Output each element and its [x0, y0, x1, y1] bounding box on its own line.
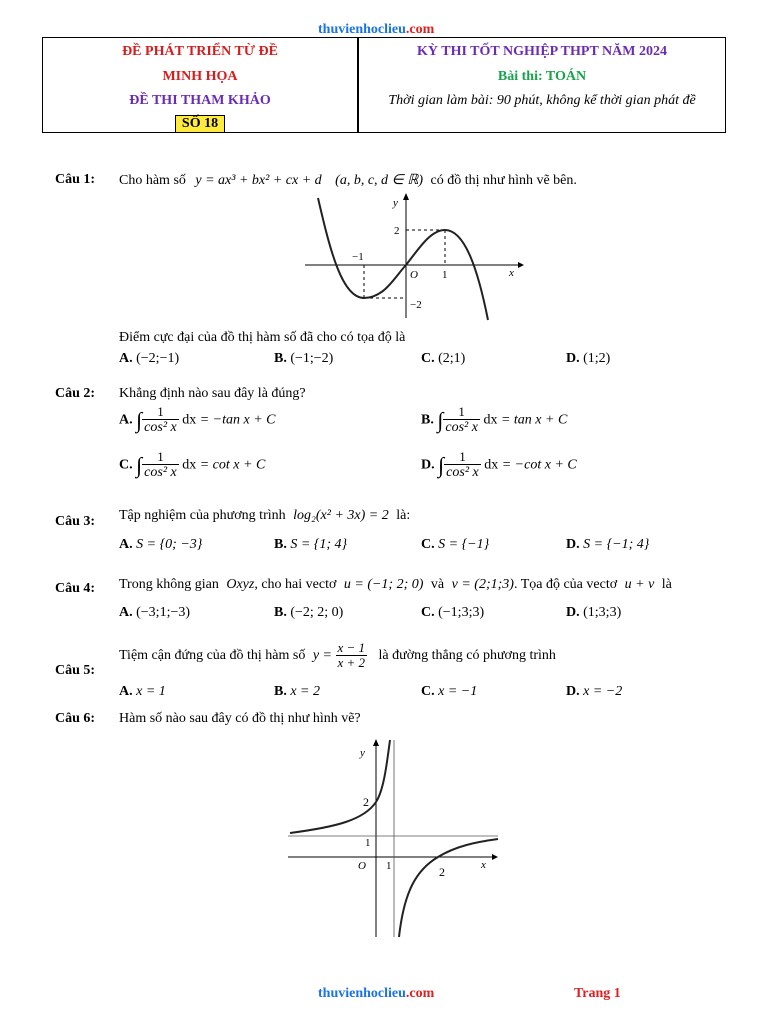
q2-d-fraction [444, 450, 481, 481]
q1-graph [300, 190, 525, 322]
site-name: thuvienhoclieu [318, 22, 406, 37]
q3-formula: log₂(x² + 3x) = 2 [293, 508, 389, 523]
q4-mid2: . Tọa độ của vectơ [513, 577, 618, 592]
q1-x-label: x [509, 267, 514, 279]
question-4-text [119, 577, 672, 593]
q2-a-fraction [142, 405, 179, 436]
q1-tick-y-pos: 2 [394, 225, 400, 237]
q5-option-a-value: x = 1 [136, 684, 166, 699]
integral-sign: ∫ [136, 452, 143, 478]
q1-tick-y-neg: −2 [410, 299, 422, 311]
q1-option-c-value: (2;1) [438, 351, 466, 366]
q4-space: Oxyz [226, 577, 255, 592]
question-5-label: Câu 5: [55, 663, 96, 678]
q6-x-label: x [481, 859, 486, 871]
dx: dx [483, 412, 498, 428]
q4-post: là [661, 577, 672, 592]
q6-x-arrow [492, 854, 498, 860]
q6-left-branch [290, 740, 390, 833]
page-number: Trang 1 [574, 986, 621, 1001]
dx: dx [182, 457, 197, 473]
fraction-denominator: cos² x [144, 465, 177, 481]
q2-option-c-letter: C. [119, 457, 133, 473]
q2-c-fraction [142, 450, 179, 481]
q3-option-c[interactable] [421, 537, 489, 553]
q2-option-b[interactable] [421, 405, 567, 436]
q1-origin: O [410, 269, 418, 281]
fraction-numerator: 1 [443, 405, 480, 420]
q4-and: và [430, 577, 445, 592]
q3-option-d[interactable] [566, 537, 649, 553]
question-6-label: Câu 6: [55, 711, 96, 726]
header-subject: Bài thi: TOÁN [497, 69, 587, 84]
q5-option-d-value: x = −2 [583, 684, 623, 699]
q1-tick-x-neg: −1 [352, 251, 364, 263]
q4-vector-u: u = (−1; 2; 0) [343, 577, 424, 592]
q4-option-a-value: (−3;1;−3) [136, 605, 191, 620]
q3-option-a-value: S = {0; −3} [136, 537, 203, 552]
q4-option-d[interactable] [566, 605, 621, 621]
q1-question: Điểm cực đại của đồ thị hàm số đã cho có tọa độ là [119, 330, 406, 345]
q1-option-a-letter: A. [119, 351, 133, 366]
q3-post: là: [396, 508, 411, 523]
q1-option-d-value: (1;2) [583, 351, 611, 366]
q3-option-a[interactable] [119, 537, 202, 553]
header-left-line1: ĐỀ PHÁT TRIỂN TỪ ĐỀ [122, 44, 278, 59]
question-3-text [119, 508, 410, 524]
question-5-text [119, 641, 556, 671]
q4-option-a-letter: A. [119, 605, 133, 620]
fraction-numerator: x − 1 [337, 640, 366, 655]
question-3-label: Câu 3: [55, 514, 96, 529]
q3-pre: Tập nghiệm của phương trình [119, 508, 286, 523]
q2-option-d[interactable] [421, 450, 577, 481]
q5-y-eq: y = [312, 647, 332, 663]
q1-option-b-letter: B. [274, 351, 287, 366]
q2-option-a[interactable] [119, 405, 276, 436]
q6-graph [286, 732, 506, 942]
q1-option-a-value: (−2;−1) [136, 351, 180, 366]
fraction-denominator: cos² x [446, 465, 479, 481]
q1-pre: Cho hàm số [119, 173, 186, 188]
fraction-numerator: 1 [142, 405, 179, 420]
integral-sign: ∫ [136, 407, 143, 433]
q1-option-c-letter: C. [421, 351, 435, 366]
q6-tick-x1: 1 [386, 860, 392, 872]
q1-x-arrow [518, 262, 524, 268]
q2-b-fraction [443, 405, 480, 436]
q3-option-b-letter: B. [274, 537, 287, 552]
q2-option-d-letter: D. [421, 457, 435, 473]
q1-tick-x-pos: 1 [442, 269, 448, 281]
q3-option-b[interactable] [274, 537, 347, 553]
q4-option-c-value: (−1;3;3) [438, 605, 485, 620]
q1-option-d[interactable] [566, 351, 610, 367]
exam-number-badge: SỐ 18 [175, 115, 225, 133]
q4-option-d-letter: D. [566, 605, 580, 620]
q2-option-c[interactable] [119, 450, 265, 481]
header-left-line3: ĐỀ THI THAM KHẢO [129, 93, 271, 108]
q4-option-c-letter: C. [421, 605, 435, 620]
q1-condition: (a, b, c, d ∈ ℝ) [335, 173, 423, 188]
fraction-denominator: cos² x [445, 420, 478, 436]
q5-post: là đường thẳng có phương trình [378, 647, 556, 663]
q4-option-c[interactable] [421, 605, 484, 621]
fraction-numerator: 1 [142, 450, 179, 465]
q5-option-b-letter: B. [274, 684, 287, 699]
q1-option-c[interactable] [421, 351, 465, 367]
dx: dx [484, 457, 499, 473]
q5-option-d[interactable] [566, 684, 622, 700]
q6-tick-y1: 1 [365, 837, 371, 849]
q2-option-b-rhs: = tan x + C [500, 412, 568, 428]
q4-option-a[interactable] [119, 605, 190, 621]
integral-sign: ∫ [438, 452, 445, 478]
q4-option-b-letter: B. [274, 605, 287, 620]
q1-option-b-value: (−1;−2) [290, 351, 334, 366]
q6-y-label: y [360, 747, 365, 759]
q4-sum: u + v [624, 577, 655, 592]
fraction-denominator: x + 2 [337, 655, 366, 671]
q3-option-b-value: S = {1; 4} [290, 537, 348, 552]
q4-option-b-value: (−2; 2; 0) [290, 605, 344, 620]
q4-vector-v: v = (2;1;3) [451, 577, 514, 592]
question-1-label: Câu 1: [55, 172, 96, 187]
q5-option-d-letter: D. [566, 684, 580, 699]
question-4-label: Câu 4: [55, 581, 96, 596]
q5-option-b-value: x = 2 [290, 684, 321, 699]
footer-site-name: thuvienhoclieu [318, 986, 406, 1001]
q4-option-b[interactable] [274, 605, 343, 621]
q1-option-d-letter: D. [566, 351, 580, 366]
fraction-numerator: 1 [444, 450, 481, 465]
q5-option-c-value: x = −1 [438, 684, 478, 699]
footer-site[interactable] [318, 986, 434, 1002]
question-1-text [119, 172, 577, 189]
q1-option-a[interactable] [119, 351, 179, 367]
q3-option-d-letter: D. [566, 537, 580, 552]
site-tld: .com [405, 22, 435, 37]
q5-option-c[interactable] [421, 684, 477, 700]
q6-origin: O [358, 860, 366, 872]
header-exam-title: KỲ THI TỐT NGHIỆP THPT NĂM 2024 [417, 44, 667, 59]
q6-tick-y2: 2 [363, 795, 369, 809]
q6-y-arrow [373, 739, 379, 746]
question-2-text: Khẳng định nào sau đây là đúng? [119, 386, 306, 401]
exam-header [42, 37, 726, 133]
q5-pre: Tiệm cận đứng của đồ thị hàm số [119, 647, 306, 663]
q5-option-a[interactable] [119, 684, 166, 700]
fraction-denominator: cos² x [144, 420, 177, 436]
question-6-text: Hàm số nào sau đây có đồ thị như hình vẽ? [119, 711, 361, 726]
q4-option-d-value: (1;3;3) [583, 605, 622, 620]
q5-option-a-letter: A. [119, 684, 133, 699]
q1-formula: y = ax³ + bx² + cx + d [195, 173, 322, 188]
q5-fraction [336, 641, 368, 671]
q4-mid1: , cho hai vectơ [254, 577, 337, 592]
q3-option-c-letter: C. [421, 537, 435, 552]
q6-right-branch [399, 839, 498, 937]
exam-number [43, 115, 357, 133]
integral-sign: ∫ [437, 407, 444, 433]
q1-post: có đồ thị như hình vẽ bên. [430, 173, 577, 188]
q3-option-d-value: S = {−1; 4} [583, 537, 650, 552]
q2-option-d-rhs: = −cot x + C [501, 457, 577, 473]
site-url[interactable] [318, 22, 434, 38]
dx: dx [182, 412, 197, 428]
q5-option-b[interactable] [274, 684, 320, 700]
q5-option-c-letter: C. [421, 684, 435, 699]
footer-site-tld: .com [405, 986, 435, 1001]
q2-option-c-rhs: = cot x + C [199, 457, 266, 473]
q2-option-b-letter: B. [421, 412, 434, 428]
q6-tick-x2: 2 [439, 865, 445, 879]
q3-option-a-letter: A. [119, 537, 133, 552]
q1-y-label: y [393, 197, 398, 209]
q2-option-a-letter: A. [119, 412, 133, 428]
q1-y-arrow [403, 193, 409, 200]
q1-cubic-curve [318, 198, 488, 320]
header-left-line2: MINH HỌA [162, 69, 238, 84]
q1-option-b[interactable] [274, 351, 333, 367]
q4-pre: Trong không gian [119, 577, 219, 592]
question-2-label: Câu 2: [55, 386, 96, 401]
q2-option-a-rhs: = −tan x + C [199, 412, 276, 428]
header-time: Thời gian làm bài: 90 phút, không kể thời gian phát đề [388, 93, 696, 108]
q3-option-c-value: S = {−1} [438, 537, 490, 552]
